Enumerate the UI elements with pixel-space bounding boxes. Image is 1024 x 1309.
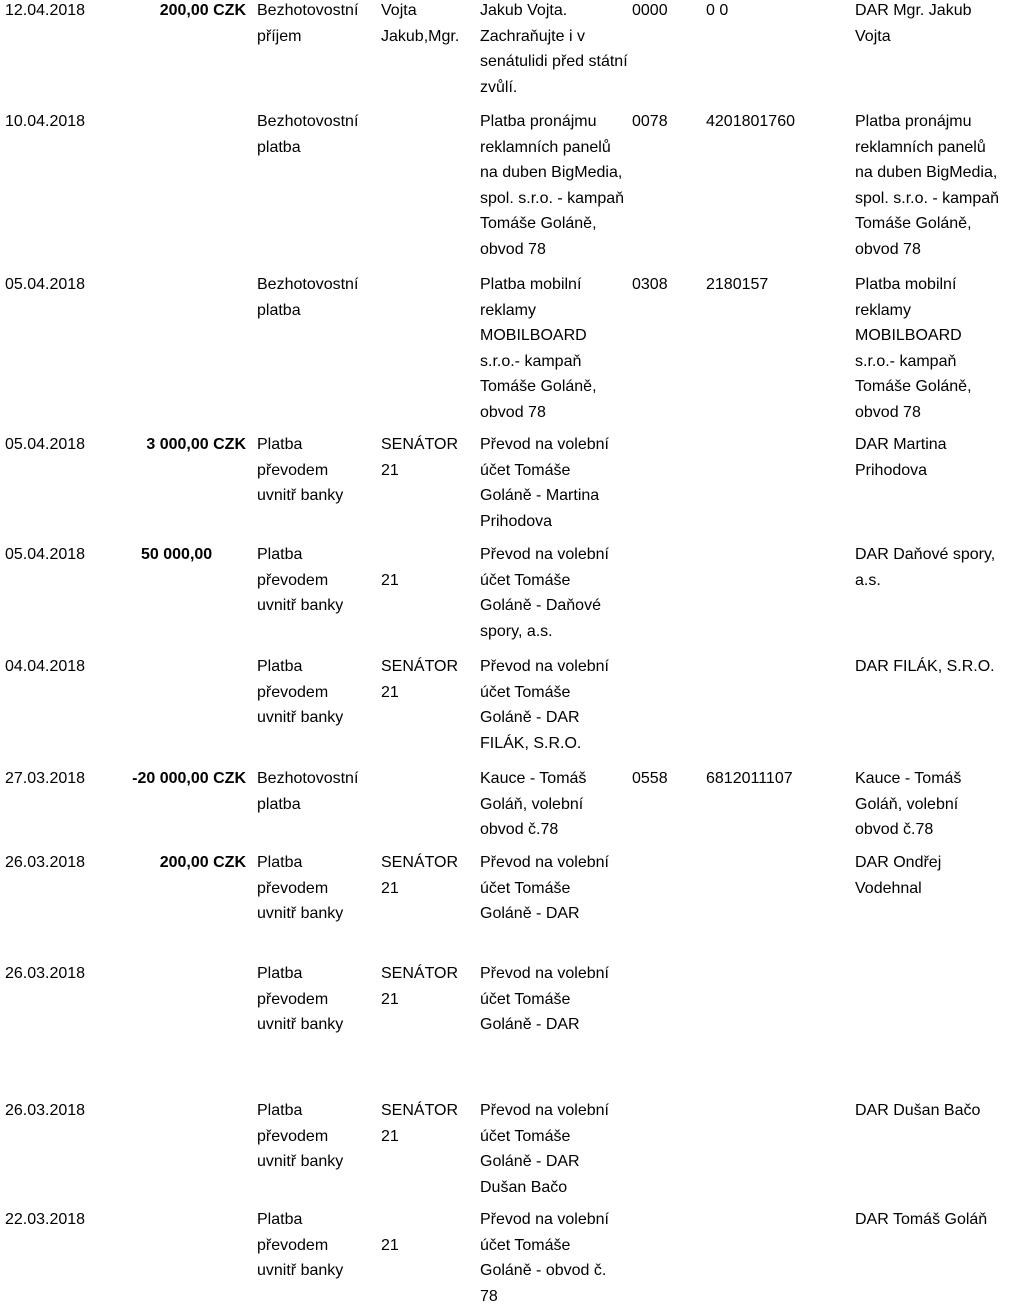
message-cell: Převod na volební účet Tomáše Goláně - Martina Prihodova	[480, 436, 609, 530]
counterparty-cell: SENÁTOR 21	[381, 658, 459, 701]
description-cell: DAR FILÁK, S.R.O.	[855, 658, 995, 675]
payment-type-cell: Platba převodem uvnitř banky	[257, 1102, 344, 1170]
date-cell: 12.04.2018	[5, 2, 86, 19]
description-cell: DAR Mgr. Jakub Vojta	[855, 2, 972, 45]
message-cell: Převod na volební účet Tomáše Goláně - obvod č. 78	[480, 1211, 609, 1305]
account-cell: 6812011107	[706, 770, 793, 787]
payment-type-cell: Platba převodem uvnitř banky	[257, 436, 344, 504]
message-cell: Převod na volební účet Tomáše Goláně - Daňové spory, a.s.	[480, 546, 609, 640]
message-cell: Kauce - Tomáš Goláň, volební obvod č.78	[480, 770, 587, 838]
amount-cell: -20 000,00 CZK	[132, 770, 246, 787]
date-cell: 26.03.2018	[5, 1102, 86, 1119]
date-cell: 22.03.2018	[5, 1211, 86, 1228]
account-cell: 4201801760	[706, 113, 795, 130]
message-cell: Převod na volební účet Tomáše Goláně - DAR	[480, 965, 609, 1033]
payment-type-cell: Platba převodem uvnitř banky	[257, 658, 344, 726]
message-cell: Jakub Vojta. Zachraňujte i v senátulidi před státní zvůlí.	[480, 2, 628, 96]
date-cell: 10.04.2018	[5, 113, 86, 130]
payment-type-cell: Platba převodem uvnitř banky	[257, 546, 344, 614]
date-cell: 04.04.2018	[5, 658, 86, 675]
counterparty-cell: SENÁTOR 21	[381, 1102, 459, 1145]
description-cell: DAR Dušan Bačo	[855, 1102, 981, 1119]
bank-code-cell: 0078	[632, 113, 668, 130]
payment-type-cell: Bezhotovostní platba	[257, 113, 359, 156]
counterparty-cell: Vojta Jakub,Mgr.	[381, 2, 460, 45]
message-cell: Převod na volební účet Tomáše Goláně - DAR	[480, 854, 609, 922]
payment-type-cell: Bezhotovostní platba	[257, 770, 359, 813]
account-cell: 0 0	[706, 2, 729, 19]
counterparty-cell: SENÁTOR 21	[381, 854, 459, 897]
description-cell: DAR Martina Prihodova	[855, 436, 947, 479]
message-cell: Platba pronájmu reklamních panelů na duben BigMedia, spol. s.r.o. - kampaň Tomáše Goláně, obvod 78	[480, 113, 625, 258]
amount-cell: 3 000,00 CZK	[146, 436, 246, 453]
bank-code-cell: 0558	[632, 770, 668, 787]
counterparty-cell: SENÁTOR 21	[381, 436, 459, 479]
description-cell: Platba mobilní reklamy MOBILBOARD s.r.o.- kampaň Tomáše Goláně, obvod 78	[855, 276, 972, 421]
payment-type-cell: Bezhotovostní platba	[257, 276, 359, 319]
counterparty-cell: SENÁTOR 21	[381, 965, 459, 1008]
account-cell: 2180157	[706, 276, 769, 293]
description-cell: DAR Daňové spory, a.s.	[855, 546, 996, 589]
amount-cell: 200,00 CZK	[159, 2, 246, 19]
payment-type-cell: Platba převodem uvnitř banky	[257, 965, 344, 1033]
description-cell: DAR Ondřej Vodehnal	[855, 854, 942, 897]
amount-cell: 200,00 CZK	[159, 854, 246, 871]
counterparty-cell: 21	[381, 571, 399, 589]
date-cell: 05.04.2018	[5, 276, 86, 293]
payment-type-cell: Platba převodem uvnitř banky	[257, 1211, 344, 1279]
date-cell: 26.03.2018	[5, 965, 86, 982]
message-cell: Převod na volební účet Tomáše Goláně - DAR FILÁK, S.R.O.	[480, 658, 609, 752]
message-cell: Platba mobilní reklamy MOBILBOARD s.r.o.- kampaň Tomáše Goláně, obvod 78	[480, 276, 597, 421]
bank-code-cell: 0308	[632, 276, 668, 293]
description-cell: Kauce - Tomáš Goláň, volební obvod č.78	[855, 770, 962, 838]
description-cell: Platba pronájmu reklamních panelů na duben BigMedia, spol. s.r.o. - kampaň Tomáše Goláně, obvod 78	[855, 113, 1000, 258]
counterparty-cell: 21	[381, 1236, 399, 1254]
payment-type-cell: Platba převodem uvnitř banky	[257, 854, 344, 922]
date-cell: 05.04.2018	[5, 546, 86, 563]
description-cell: DAR Tomáš Goláň	[855, 1211, 988, 1228]
date-cell: 05.04.2018	[5, 436, 86, 453]
message-cell: Převod na volební účet Tomáše Goláně - DAR Dušan Bačo	[480, 1102, 609, 1196]
amount-cell: 50 000,00	[141, 546, 213, 563]
payment-type-cell: Bezhotovostní příjem	[257, 2, 359, 45]
bank-code-cell: 0000	[632, 2, 668, 19]
date-cell: 26.03.2018	[5, 854, 86, 871]
date-cell: 27.03.2018	[5, 770, 86, 787]
